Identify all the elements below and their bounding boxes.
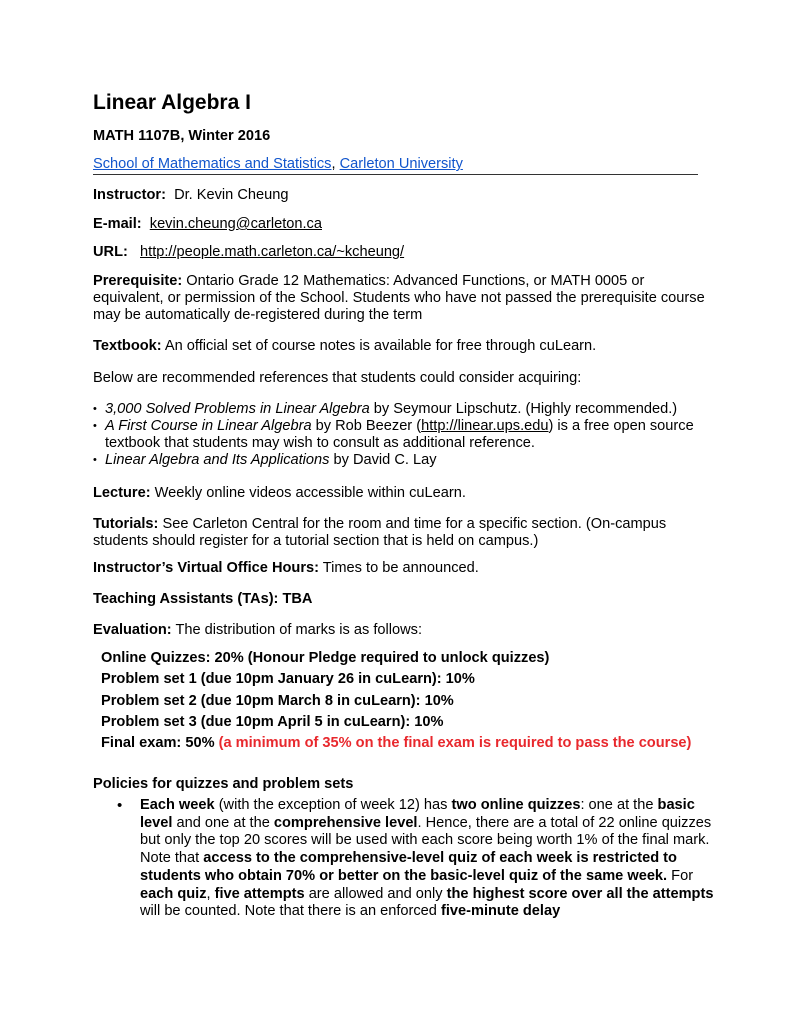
textbook-line: [93, 338, 596, 355]
university-link[interactable]: Carleton University: [339, 156, 463, 172]
final-exam-requirement: (a minimum of 35% on the final exam is required to pass the course): [218, 735, 692, 752]
instructor-line: [93, 187, 288, 204]
tutorials-line-1: [93, 516, 713, 533]
policy-segment: (with the exception of week 12) has: [214, 797, 452, 813]
references-list: [93, 401, 713, 469]
tutorials-label: Tutorials:: [93, 516, 159, 532]
office-hours-label: Instructor’s Virtual Office Hours:: [93, 560, 319, 576]
url-label: URL:: [93, 244, 128, 260]
textbook-label: Textbook:: [93, 338, 162, 354]
evaluation-line: [93, 622, 422, 639]
evaluation-item-ps3: Problem set 3 (due 10pm April 5 in cuLearn): 10%: [101, 713, 444, 730]
reference-note: ) is a free open source: [548, 418, 694, 434]
instructor-name: Dr. Kevin Cheung: [174, 187, 289, 203]
evaluation-item-ps1: Problem set 1 (due 10pm January 26 in cuLearn): 10%: [101, 671, 475, 688]
policy-emphasis: Each week: [140, 797, 215, 813]
reference-title: A First Course in Linear Algebra: [105, 418, 312, 434]
office-hours-text: Times to be announced.: [322, 560, 479, 576]
policy-emphasis: the highest score over all the attempts: [446, 885, 714, 902]
page-title: Linear Algebra I: [93, 91, 251, 114]
separator-comma: ,: [331, 156, 336, 172]
lecture-line: [93, 485, 466, 502]
policy-segment: For: [667, 867, 694, 884]
affiliation-line: [93, 156, 463, 173]
prerequisite-label: Prerequisite:: [93, 273, 183, 289]
bullet-icon: •: [93, 420, 97, 432]
prerequisite-line-3: may be automatically de-registered during the term: [93, 307, 423, 323]
policy-segment: : one at the: [580, 797, 658, 813]
evaluation-item-ps2: Problem set 2 (due 10pm March 8 in cuLearn): 10%: [101, 692, 454, 709]
bullet-icon: •: [93, 454, 97, 466]
final-exam-label: Final exam: 50%: [101, 735, 215, 752]
email-link[interactable]: kevin.cheung@carleton.ca: [149, 216, 322, 232]
reference-author: by David C. Lay: [329, 452, 437, 468]
textbook-text: An official set of course notes is available for free through cuLearn.: [164, 338, 597, 354]
policy-emphasis: access to the comprehensive-level quiz of each week is restricted to students who obtain 70% or better on the basic-level quiz of the same week.: [140, 850, 677, 884]
list-item: [93, 452, 713, 469]
references-intro: Below are recommended references that students could consider acquiring:: [93, 370, 582, 386]
bullet-icon: •: [93, 403, 97, 415]
policy-emphasis: each quiz: [140, 885, 207, 902]
evaluation-breakdown: [101, 648, 691, 754]
policy-emphasis: two online quizzes: [451, 797, 581, 813]
policy-segment: are allowed and only: [304, 885, 447, 902]
instructor-label: Instructor:: [93, 187, 166, 203]
course-code: MATH 1107B, Winter 2016: [93, 128, 271, 144]
policies-heading: Policies for quizzes and problem sets: [93, 776, 354, 792]
policy-emphasis: five-minute delay: [440, 903, 561, 920]
bullet-icon: •: [117, 797, 123, 814]
teaching-assistants: Teaching Assistants (TAs): TBA: [93, 591, 313, 607]
email-label: E-mail:: [93, 216, 142, 232]
reference-note-cont: textbook that students may wish to consult as additional reference.: [105, 435, 535, 451]
evaluation-label: Evaluation:: [93, 622, 172, 638]
policy-emphasis: basic level: [140, 797, 695, 831]
policy-segment: ,: [206, 885, 215, 902]
tutorials-line-2: students should register for a tutorial section that is held on campus.): [93, 533, 539, 549]
evaluation-text: The distribution of marks is as follows:: [175, 622, 423, 638]
prerequisite-line-2: equivalent, or permission of the School. Students who have not passed the prerequisite course: [93, 290, 705, 306]
evaluation-item-final: [101, 733, 691, 754]
policy-segment: . Hence, there are a total of 22 online quizzes but only the top 20 scores will be used with each score being worth 1% of the final mark. Note that: [140, 814, 712, 867]
reference-title: 3,000 Solved Problems in Linear Algebra: [105, 401, 370, 417]
policy-segment: will be counted. Note that there is an enforced: [140, 903, 441, 920]
policy-emphasis: five attempts: [214, 885, 305, 902]
reference-author: by Seymour Lipschutz. (Highly recommended.): [369, 401, 678, 417]
reference-link[interactable]: http://linear.ups.edu: [421, 418, 549, 434]
reference-title: Linear Algebra and Its Applications: [105, 452, 330, 468]
tutorials-text-1: See Carleton Central for the room and time for a specific section. (On-campus: [162, 516, 667, 532]
prerequisite-line-1: [93, 273, 713, 290]
tutorials-block: [93, 516, 713, 550]
list-item: [93, 418, 713, 452]
office-hours-line: [93, 560, 479, 577]
reference-author: by Rob Beezer (: [311, 418, 422, 434]
prerequisite-block: [93, 273, 713, 324]
lecture-text: Weekly online videos accessible within cuLearn.: [154, 485, 466, 501]
policy-text: [140, 797, 725, 921]
url-line: [93, 244, 404, 261]
lecture-label: Lecture:: [93, 485, 151, 501]
header-divider: [93, 174, 698, 175]
prerequisite-text-1: Ontario Grade 12 Mathematics: Advanced Functions, or MATH 0005 or: [186, 273, 645, 289]
policy-segment: and one at the: [172, 814, 274, 831]
school-link[interactable]: School of Mathematics and Statistics: [93, 156, 332, 172]
email-line: [93, 216, 322, 233]
url-link[interactable]: http://people.math.carleton.ca/~kcheung/: [140, 244, 405, 260]
policy-emphasis: comprehensive level: [273, 814, 418, 831]
list-item: [93, 401, 713, 418]
evaluation-item-quizzes: Online Quizzes: 20% (Honour Pledge required to unlock quizzes): [101, 650, 550, 666]
